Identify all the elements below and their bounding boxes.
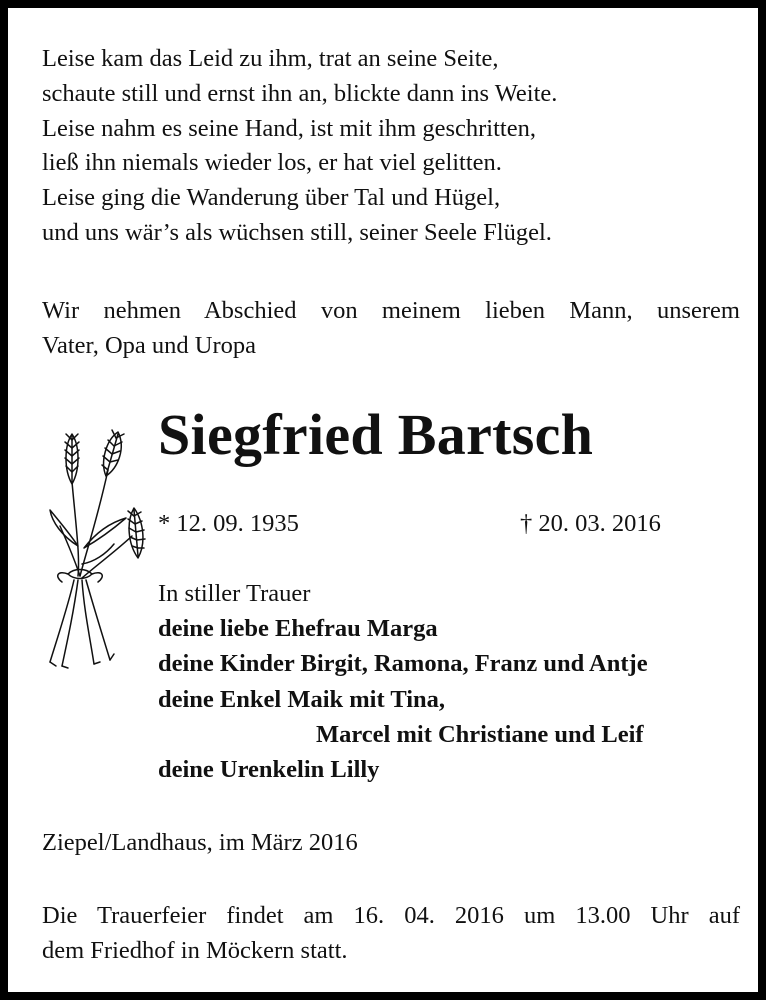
funeral-info [42, 899, 740, 969]
mourning-heading: In stiller Trauer [158, 580, 311, 607]
mourner-line: deine liebe Ehefrau Marga [158, 615, 438, 643]
funeral-line: dem Friedhof in Möckern statt. [42, 936, 348, 964]
mourners-list [158, 576, 648, 787]
poem-line: Leise nahm es seine Hand, ist mit ihm geschritten, [42, 114, 536, 142]
poem-line: Leise ging die Wanderung über Tal und Hügel, [42, 184, 501, 212]
place-date: Ziepel/Landhaus, im März 2016 [42, 829, 358, 856]
mourner-line: deine Enkel Maik mit Tina, [158, 685, 446, 713]
mourner-line: deine Urenkelin Lilly [158, 756, 380, 784]
intro-line: Wir nehmen Abschied von meinem lieben Mann, unserem [42, 297, 740, 324]
deceased-name: Siegfried Bartsch [158, 402, 594, 467]
birth-date: * 12. 09. 1935 [158, 510, 299, 537]
mourner-line: deine Kinder Birgit, Ramona, Franz und Antje [158, 650, 648, 678]
poem-line: schaute still und ernst ihn an, blickte dann ins Weite. [42, 79, 558, 107]
mourner-line: Marcel mit Christiane und Leif [316, 720, 644, 748]
farewell-intro [42, 294, 740, 364]
death-date: † 20. 03. 2016 [520, 510, 661, 537]
poem-line: Leise kam das Leid zu ihm, trat an seine Seite, [42, 45, 499, 72]
poem-line: ließ ihn niemals wieder los, er hat viel gelitten. [42, 149, 502, 177]
wheat-sheaf-icon [38, 426, 162, 672]
poem-line: und uns wär’s als wüchsen still, seiner Seele Flügel. [42, 218, 552, 246]
poem [42, 42, 557, 251]
funeral-line: Die Trauerfeier findet am 16. 04. 2016 um 13.00 Uhr auf [42, 902, 740, 929]
intro-line: Vater, Opa und Uropa [42, 331, 257, 359]
